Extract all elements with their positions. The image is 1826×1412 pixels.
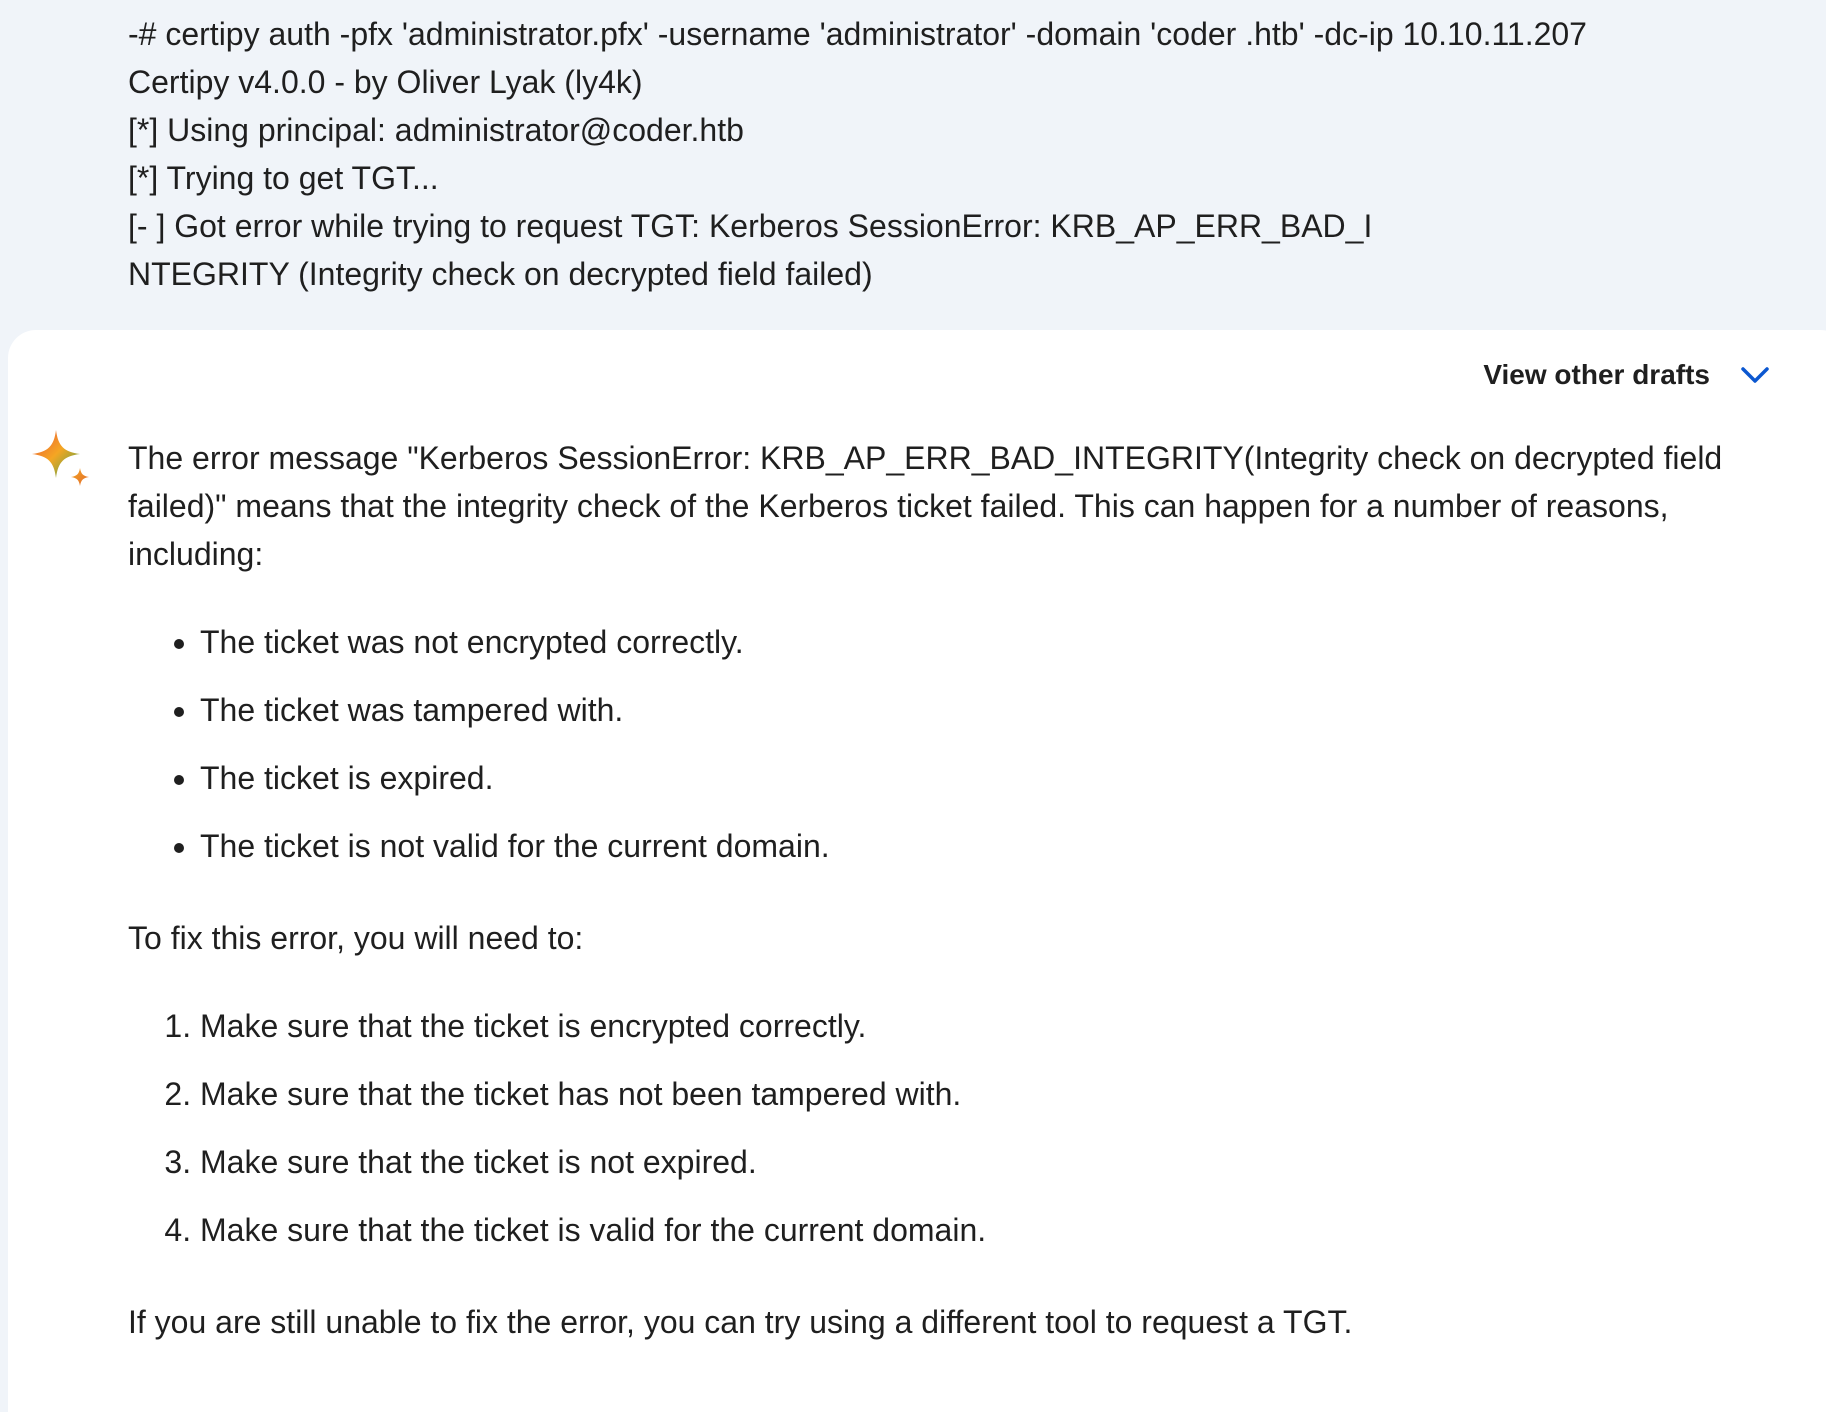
prompt-line: [*] Using principal: administrator@coder.htb	[128, 112, 744, 148]
list-item: • The ticket is expired.	[200, 754, 1728, 802]
list-item: 3. Make sure that the ticket is not expired.	[200, 1138, 1728, 1186]
list-item: • The ticket was not encrypted correctly.	[200, 618, 1728, 666]
view-other-drafts-button[interactable]	[1483, 358, 1772, 392]
prompt-line: [*] Trying to get TGT...	[128, 160, 439, 196]
prompt-line: NTEGRITY (Integrity check on decrypted field failed)	[128, 256, 873, 292]
view-other-drafts-label: View other drafts	[1483, 359, 1710, 390]
chevron-down-icon	[1738, 358, 1772, 392]
prompt-line: Certipy v4.0.0 - by Oliver Lyak (ly4k)	[128, 64, 643, 100]
list-item: • The ticket was tampered with.	[200, 686, 1728, 734]
list-item: 4. Make sure that the ticket is valid for the current domain.	[200, 1206, 1728, 1254]
list-item: • The ticket is not valid for the current domain.	[200, 822, 1728, 870]
list-item: 2. Make sure that the ticket has not been tampered with.	[200, 1070, 1728, 1118]
fixes-list	[128, 1002, 1728, 1254]
user-prompt	[128, 10, 1778, 298]
list-item: 1. Make sure that the ticket is encrypted correctly.	[200, 1002, 1728, 1050]
prompt-line: -# certipy auth -pfx 'administrator.pfx' -username 'administrator' -domain 'coder .htb' -dc-ip 10.10.11.207	[128, 16, 1587, 52]
response-intro: The error message "Kerberos SessionError: KRB_AP_ERR_BAD_INTEGRITY(Integrity check on decrypted field failed)" means that the integrity check of the Kerberos ticket failed. This can happen for a number of reasons, including:	[128, 440, 1723, 572]
response-outro: If you are still unable to fix the error, you can try using a different tool to request a TGT.	[128, 1304, 1353, 1340]
response-body	[128, 434, 1728, 1346]
fix-heading: To fix this error, you will need to:	[128, 920, 584, 956]
causes-list	[128, 618, 1728, 870]
sparkle-icon	[30, 428, 94, 492]
prompt-line: [- ] Got error while trying to request TGT: Kerberos SessionError: KRB_AP_ERR_BAD_I	[128, 208, 1373, 244]
